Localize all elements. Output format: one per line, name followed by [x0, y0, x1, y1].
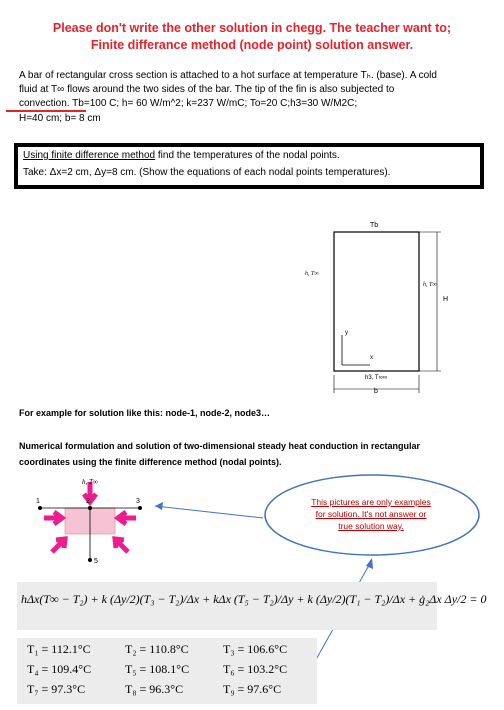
result-t8: T₈ = 96.3°C: [125, 682, 184, 696]
problem-line-2: fluid at T∞ flows around the two sides of the bar. The tip of the fin is also subjected to: [19, 84, 395, 95]
node-label-1: 1: [36, 498, 40, 505]
red-underline: [6, 110, 86, 112]
example-line: For example for solution like this: node-1, node-2, node3…: [19, 408, 271, 418]
result-t9: T₉ = 97.6°C: [223, 682, 282, 696]
task-heading: Using finite difference method: [23, 150, 156, 161]
callout-line-3: true solution way.: [338, 521, 404, 531]
fin-left-label: h, T∞: [305, 271, 319, 277]
problem-line-4: H=40 cm; b= 8 cm: [19, 113, 101, 124]
fin-height-label: H: [443, 296, 449, 303]
fin-y-label: y: [345, 330, 348, 336]
node-label-5: 5: [94, 558, 98, 565]
header-line-1: Please don't write the other solution in chegg. The teacher want to;: [52, 21, 452, 35]
node-label-3: 3: [136, 498, 140, 505]
numerical-line-2: coordinates using the finite difference method (nodal points).: [19, 457, 282, 467]
results-table: [17, 638, 317, 704]
fin-bottom-label: h3, T∞∞: [365, 375, 388, 381]
result-t1: T₁ = 112.1°C: [27, 642, 91, 656]
result-t6: T₆ = 103.2°C: [223, 662, 288, 676]
equation-band: [17, 582, 487, 630]
arrow-left: [44, 512, 62, 524]
result-t2: T₂ = 110.8°C: [125, 642, 189, 656]
callout-line-1: This pictures are only examples: [311, 497, 431, 507]
header-line-2: Finite differance method (node point) solution answer.: [90, 38, 414, 52]
callout-arrow-1: [155, 506, 263, 518]
fin-right-label: h, T∞: [423, 282, 437, 288]
fin-top-label: Tb: [370, 222, 379, 229]
task-line-1-rest: find the temperatures of the nodal points.: [155, 150, 340, 161]
node-1: [38, 506, 42, 510]
node-5: [88, 558, 92, 562]
problem-line-1: A bar of rectangular cross section is attached to a hot surface at temperature Tₕ. (base). A cold: [19, 70, 437, 81]
task-line-1: [23, 147, 475, 164]
result-t4: T₄ = 109.4°C: [27, 662, 92, 676]
task-box: [14, 143, 484, 189]
numerical-line-1: Numerical formulation and solution of two-dimensional steady heat conduction in rectangular: [19, 441, 421, 451]
result-t3: T₃ = 106.6°C: [223, 642, 288, 656]
problem-line-3: convection. Tb=100 C; h= 60 W/m^2; k=237 W/mC; To=20 C;h3=30 W/M2C;: [19, 98, 358, 109]
fin-rectangle: [334, 232, 419, 371]
node-figure-label: h, T∞: [82, 478, 98, 486]
fin-x-label: x: [370, 355, 373, 361]
result-t7: T₇ = 97.3°C: [27, 682, 86, 696]
callout-text: [278, 496, 464, 532]
node-2: [88, 506, 92, 510]
equation: hΔx(T∞ − T₂) + k (Δy/2)(T₃ − T₂)/Δx + kΔx (T₅ − T₂)/Δy + k (Δy/2)(T₁ − T₂)/Δx + ġ₂Δx Δy/2 = 0: [21, 592, 487, 606]
callout-line-2: for solution. It's not answer or: [315, 509, 427, 519]
fin-width-label: b: [374, 388, 378, 395]
node-label-2: 2: [86, 498, 90, 505]
task-line-2: Take: Δx=2 cm, Δy=8 cm. (Show the equations of each nodal points temperatures).: [23, 167, 391, 178]
arrow-bottom-left: [52, 539, 65, 552]
fin-figure: [290, 215, 460, 415]
result-t5: T₅ = 108.1°C: [125, 662, 190, 676]
